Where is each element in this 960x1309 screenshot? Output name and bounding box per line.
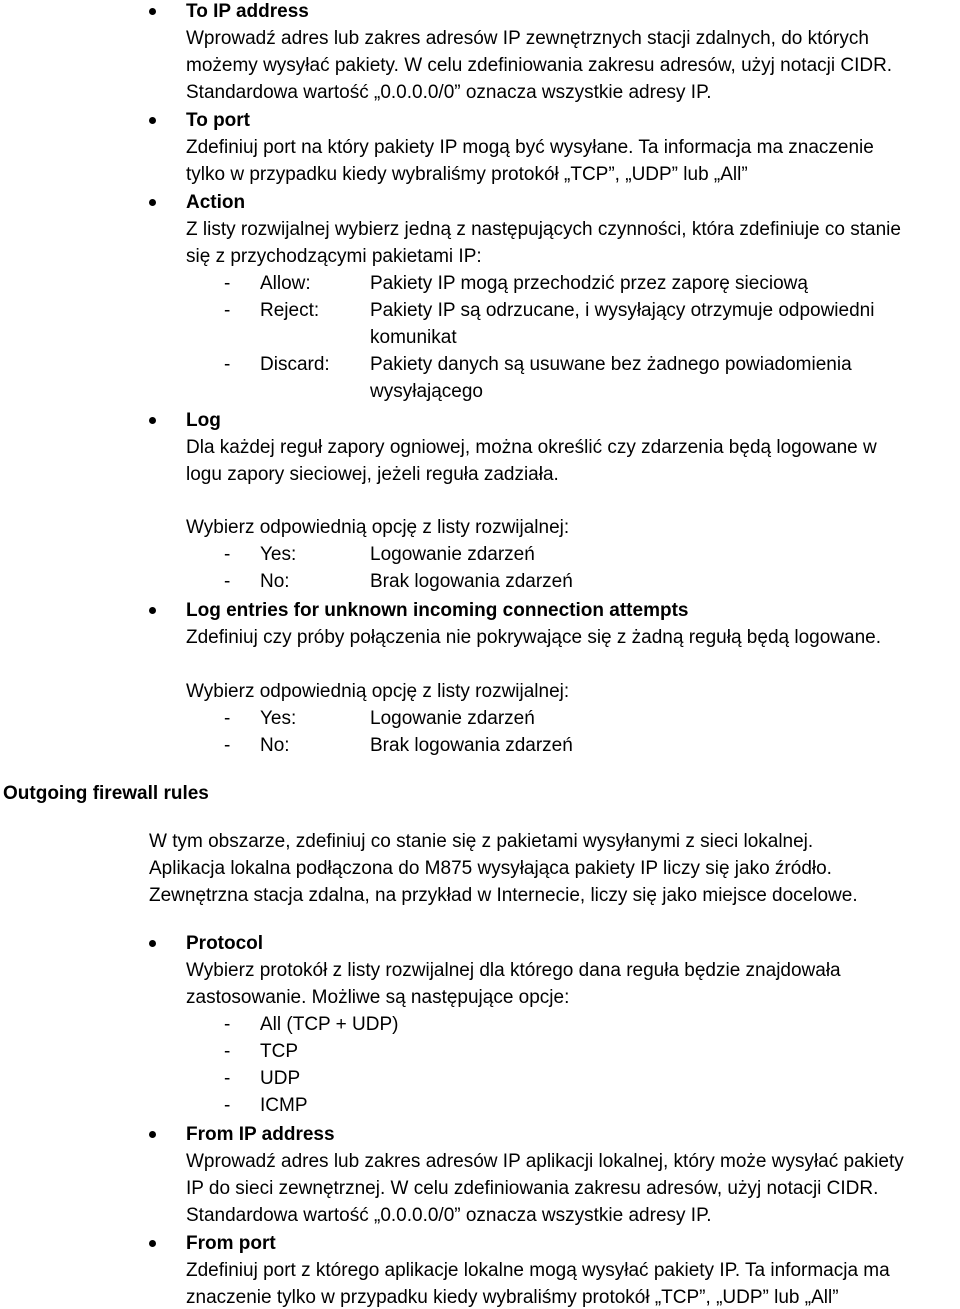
list-dash: - bbox=[224, 300, 231, 321]
bullet-icon bbox=[149, 8, 156, 15]
action-title: Action bbox=[186, 192, 246, 213]
log-option-no-desc: Brak logowania zdarzeń bbox=[370, 571, 573, 592]
outgoing-intro-line-2: Aplikacja lokalna podłączona do M875 wysyłająca pakiety IP liczy się jako źródło. bbox=[149, 858, 832, 879]
to-ip-title: To IP address bbox=[186, 1, 309, 22]
action-line-2: się z przychodzącymi pakietami IP: bbox=[186, 246, 482, 267]
to-ip-line-1: Wprowadź adres lub zakres adresów IP zewnętrznych stacji zdalnych, do których bbox=[186, 28, 869, 49]
list-dash: - bbox=[224, 571, 231, 592]
list-dash: - bbox=[224, 1041, 231, 1062]
protocol-option-tcp: TCP bbox=[260, 1041, 298, 1062]
protocol-title: Protocol bbox=[186, 933, 264, 954]
from-ip-title: From IP address bbox=[186, 1124, 335, 1145]
bullet-icon bbox=[149, 417, 156, 424]
action-option-reject-desc-1: Pakiety IP są odrzucane, i wysyłający otrzymuje odpowiedni bbox=[370, 300, 875, 321]
bullet-icon bbox=[149, 1240, 156, 1247]
list-dash: - bbox=[224, 273, 231, 294]
list-dash: - bbox=[224, 1068, 231, 1089]
list-dash: - bbox=[224, 1095, 231, 1116]
to-port-line-1: Zdefiniuj port na który pakiety IP mogą być wysyłane. Ta informacja ma znaczenie bbox=[186, 137, 874, 158]
action-option-allow: Allow: bbox=[260, 273, 311, 294]
outgoing-intro-line-3: Zewnętrzna stacja zdalna, na przykład w Internecie, liczy się jako miejsce docelowe. bbox=[149, 885, 858, 906]
from-port-line-1: Zdefiniuj port z którego aplikacje lokalne mogą wysyłać pakiety IP. Ta informacja ma bbox=[186, 1260, 890, 1281]
action-line-1: Z listy rozwijalnej wybierz jedną z następujących czynności, która zdefiniuje co stanie bbox=[186, 219, 901, 240]
bullet-icon bbox=[149, 199, 156, 206]
section-heading-outgoing: Outgoing firewall rules bbox=[3, 783, 209, 804]
protocol-option-udp: UDP bbox=[260, 1068, 301, 1089]
log-unknown-option-yes-desc: Logowanie zdarzeń bbox=[370, 708, 535, 729]
log-unknown-option-no-desc: Brak logowania zdarzeń bbox=[370, 735, 573, 756]
protocol-option-icmp: ICMP bbox=[260, 1095, 308, 1116]
to-ip-line-3: Standardowa wartość „0.0.0.0/0” oznacza wszystkie adresy IP. bbox=[186, 82, 712, 103]
from-ip-line-1: Wprowadź adres lub zakres adresów IP aplikacji lokalnej, który może wysyłać pakiety bbox=[186, 1151, 904, 1172]
action-option-allow-desc: Pakiety IP mogą przechodzić przez zaporę sieciową bbox=[370, 273, 808, 294]
log-prompt: Wybierz odpowiednią opcję z listy rozwijalnej: bbox=[186, 517, 570, 538]
to-port-title: To port bbox=[186, 110, 251, 131]
action-option-discard: Discard: bbox=[260, 354, 330, 375]
from-port-line-2: znaczenie tylko w przypadku kiedy wybraliśmy protokół „TCP”, „UDP” lub „All” bbox=[186, 1287, 839, 1308]
log-unknown-option-no: No: bbox=[260, 735, 290, 756]
bullet-icon bbox=[149, 117, 156, 124]
log-unknown-title: Log entries for unknown incoming connection attempts bbox=[186, 600, 689, 621]
list-dash: - bbox=[224, 544, 231, 565]
bullet-icon bbox=[149, 1131, 156, 1138]
log-unknown-line-1: Zdefiniuj czy próby połączenia nie pokrywające się z żadną regułą będą logowane. bbox=[186, 627, 881, 648]
log-option-no: No: bbox=[260, 571, 290, 592]
list-dash: - bbox=[224, 354, 231, 375]
to-ip-line-2: możemy wysyłać pakiety. W celu zdefiniowania zakresu adresów, użyj notacji CIDR. bbox=[186, 55, 893, 76]
log-line-1: Dla każdej reguł zapory ogniowej, można określić czy zdarzenia będą logowane w bbox=[186, 437, 877, 458]
log-line-2: logu zapory sieciowej, jeżeli reguła zadziała. bbox=[186, 464, 559, 485]
from-ip-line-2: IP do sieci zewnętrznej. W celu zdefiniowania zakresu adresów, użyj notacji CIDR. bbox=[186, 1178, 879, 1199]
protocol-line-2: zastosowanie. Możliwe są następujące opcje: bbox=[186, 987, 570, 1008]
action-option-discard-desc-2: wysyłającego bbox=[370, 381, 483, 402]
protocol-line-1: Wybierz protokół z listy rozwijalnej dla którego dana reguła będzie znajdowała bbox=[186, 960, 841, 981]
log-title: Log bbox=[186, 410, 221, 431]
to-port-line-2: tylko w przypadku kiedy wybraliśmy protokół „TCP”, „UDP” lub „All” bbox=[186, 164, 748, 185]
bullet-icon bbox=[149, 940, 156, 947]
action-option-reject: Reject: bbox=[260, 300, 320, 321]
log-option-yes-desc: Logowanie zdarzeń bbox=[370, 544, 535, 565]
list-dash: - bbox=[224, 708, 231, 729]
action-option-reject-desc-2: komunikat bbox=[370, 327, 457, 348]
log-option-yes: Yes: bbox=[260, 544, 297, 565]
from-ip-line-3: Standardowa wartość „0.0.0.0/0” oznacza wszystkie adresy IP. bbox=[186, 1205, 712, 1226]
protocol-option-all: All (TCP + UDP) bbox=[260, 1014, 399, 1035]
list-dash: - bbox=[224, 1014, 231, 1035]
log-unknown-option-yes: Yes: bbox=[260, 708, 297, 729]
list-dash: - bbox=[224, 735, 231, 756]
outgoing-intro-line-1: W tym obszarze, zdefiniuj co stanie się z pakietami wysyłanymi z sieci lokalnej. bbox=[149, 831, 814, 852]
action-option-discard-desc-1: Pakiety danych są usuwane bez żadnego powiadomienia bbox=[370, 354, 852, 375]
log-unknown-prompt: Wybierz odpowiednią opcję z listy rozwijalnej: bbox=[186, 681, 570, 702]
bullet-icon bbox=[149, 607, 156, 614]
from-port-title: From port bbox=[186, 1233, 276, 1254]
